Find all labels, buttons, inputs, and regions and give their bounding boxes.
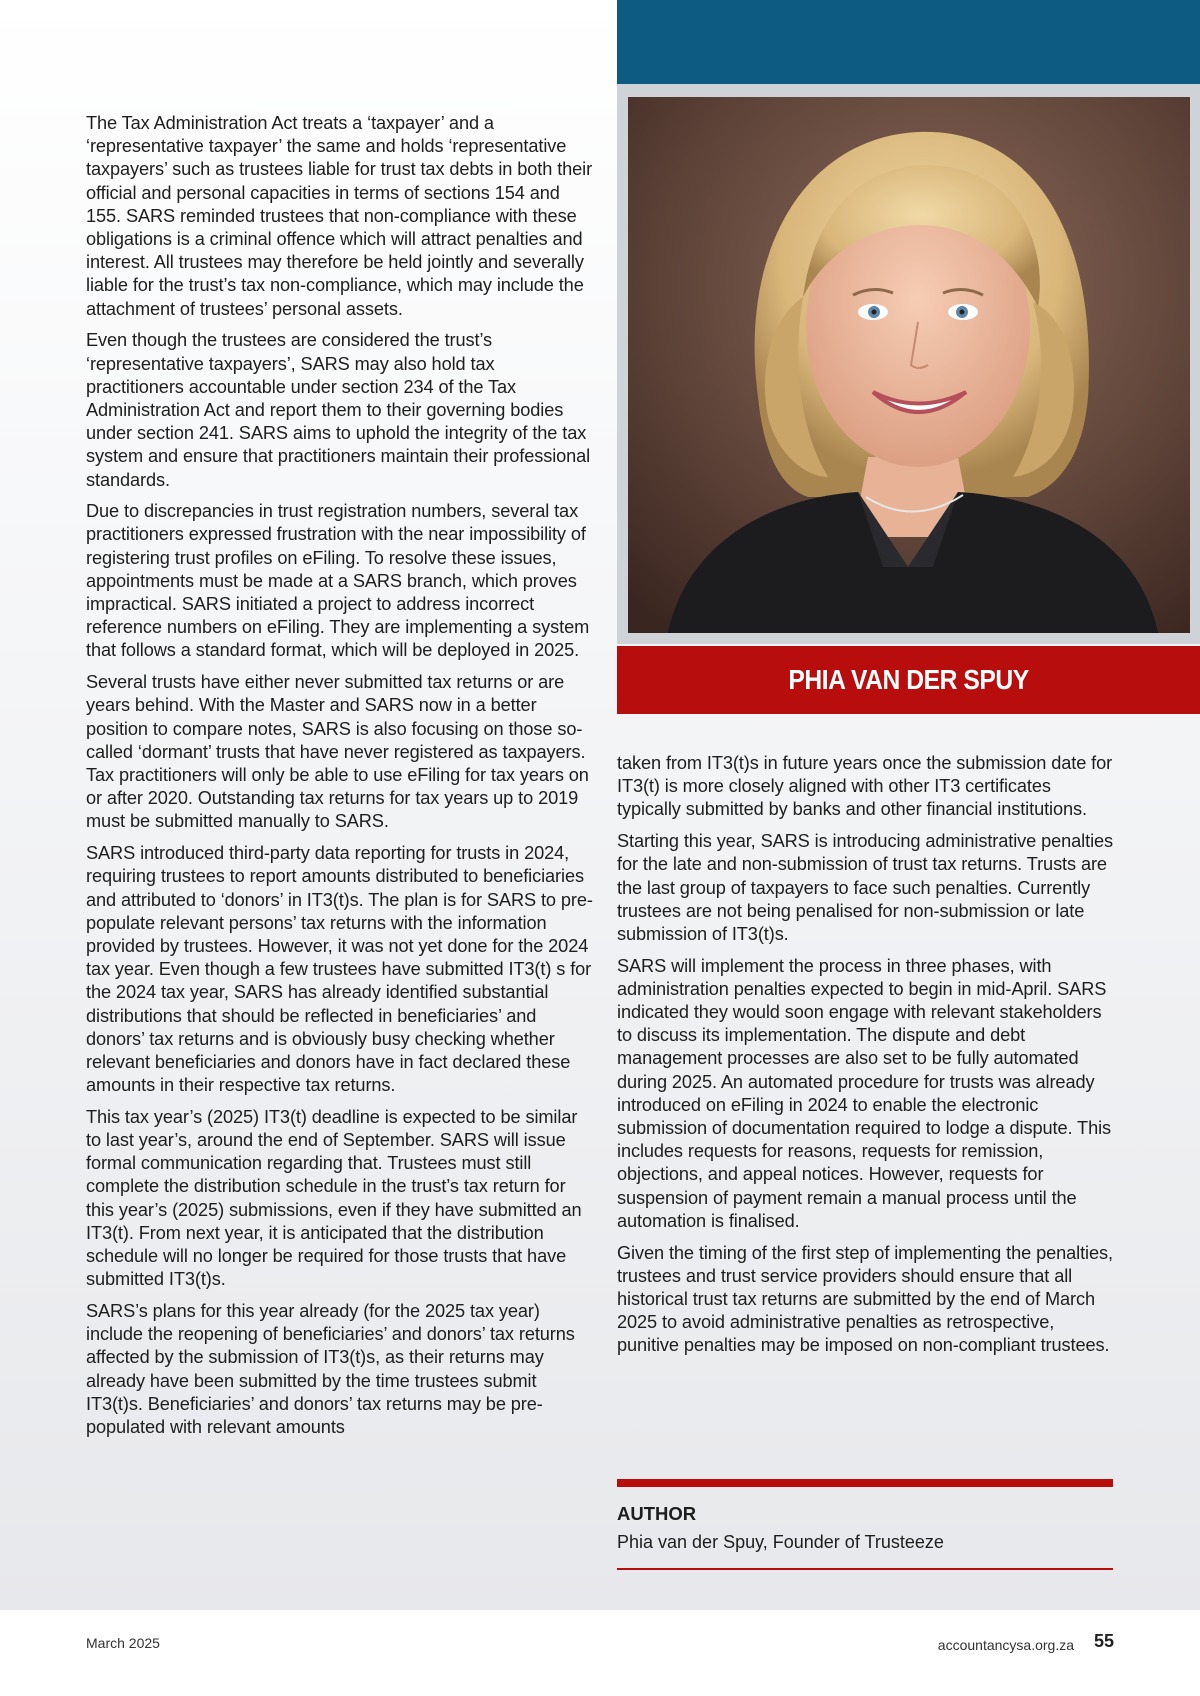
portrait-name: PHIA VAN DER SPUY <box>788 664 1029 695</box>
body-paragraph: taken from IT3(t)s in future years once the submission date for IT3(t) is more closely aligned with other IT3 certificates typically submitted by banks and other financial institutions. <box>617 753 1113 820</box>
footer-website: accountancysa.org.za <box>937 1637 1074 1653</box>
author-portrait <box>628 97 1190 633</box>
body-paragraph: SARS will implement the process in three phases, with administration penalties expected to begin in mid-April. SARS indicated they would soon engage with relevant stakeholders to discuss its implementation. The dispute and debt management processes are also set to be fully automated during 2025. An automated procedure for trusts was already introduced on eFiling in 2024 to enable the electronic submission of documentation required to lodge a dispute. This includes requests for reasons, requests for remission, objections, and appeal notices. However, requests for suspension of payment remain a manual process until the automation is finalised. <box>617 955 1112 1231</box>
right-column <box>617 752 1117 1366</box>
body-paragraph: Starting this year, SARS is introducing administrative penalties for the late and non-submission of trust tax returns. Trusts are the last group of taxpayers to face such penalties. Currently trustees are not being penalised for non-submission or late submission of IT3(t)s. <box>617 831 1114 944</box>
body-paragraph: Several trusts have either never submitted tax returns or are years behind. With the Master and SARS now in a better position to compare notes, SARS is also focusing on those so-called ‘dormant’ trusts that have never registered as taxpayers. Tax practitioners will only be able to use eFiling for tax years on or after 2020. Outstanding tax returns for tax years up to 2019 must be submitted manually to SARS. <box>86 672 589 832</box>
body-paragraph: Due to discrepancies in trust registration numbers, several tax practitioners expressed frustration with the near impossibility of registering trust profiles on eFiling. To resolve these issues, appointments must be made at a SARS branch, which proves impractical. SARS initiated a project to address incorrect reference numbers on eFiling. They are implementing a system that follows a standard format, which will be deployed in 2025. <box>86 501 590 661</box>
body-paragraph: This tax year’s (2025) IT3(t) deadline is expected to be similar to last year’s, around the end of September. SARS will issue formal communication regarding that. Trustees must still complete the distribution schedule in the trust’s tax return for this year’s (2025) submissions, even if they have submitted an IT3(t). From next year, it is anticipated that the distribution schedule will no longer be required for those trusts that have submitted IT3(t)s. <box>86 1106 582 1290</box>
header-band <box>617 0 1200 84</box>
footer-date: March 2025 <box>86 1635 160 1651</box>
left-column <box>86 112 596 1448</box>
author-divider-top <box>617 1479 1113 1487</box>
name-banner <box>617 646 1200 714</box>
footer <box>0 1610 1200 1696</box>
author-heading: AUTHOR <box>617 1503 697 1524</box>
body-paragraph: The Tax Administration Act treats a ‘taxpayer’ and a ‘representative taxpayer’ the same and holds ‘representative taxpayers’ such as trustees liable for trust tax debts in both their official and personal capacities in terms of sections 154 and 155. SARS reminded trustees that non-compliance with these obligations is a criminal offence which will attract penalties and interest. All trustees may therefore be held jointly and severally liable for the trust’s tax non-compliance, which may include the attachment of trustees’ personal assets. <box>86 113 593 319</box>
author-credit: Phia van der Spuy, Founder of Trusteeze <box>617 1532 944 1552</box>
body-paragraph: SARS’s plans for this year already (for the 2025 tax year) include the reopening of beneficiaries’ and donors’ tax returns affected by the submission of IT3(t)s, as their returns may already have been submitted by the time trustees submit IT3(t)s. Beneficiaries’ and donors’ tax returns may be pre-populated with relevant amounts <box>86 1300 575 1437</box>
body-paragraph: Given the timing of the first step of implementing the penalties, trustees and trust service providers should ensure that all historical trust tax returns are submitted by the end of March 2025 to avoid administrative penalties as retrospective, punitive penalties may be imposed on non-compliant trustees. <box>617 1242 1113 1356</box>
body-paragraph: Even though the trustees are considered the trust’s ‘representative taxpayers’, SARS may also hold tax practitioners accountable under section 234 of the Tax Administration Act and report them to their governing bodies under section 241. SARS aims to uphold the integrity of the tax system and ensure that practitioners maintain their professional standards. <box>86 330 591 490</box>
body-paragraph: SARS introduced third-party data reporting for trusts in 2024, requiring trustees to report amounts distributed to beneficiaries and attributed to ‘donors’ in IT3(t)s. The plan is for SARS to pre-populate relevant persons’ tax returns with the information provided by trustees. However, it was not yet done for the 2024 tax year. Even though a few trustees have submitted IT3(t) s for the 2024 tax year, SARS has already identified substantial distributions that should be reflected in beneficiaries’ and donors’ tax returns and is obviously busy checking whether relevant beneficiaries and donors have in fact declared these amounts in their respective tax returns. <box>86 843 593 1096</box>
author-divider-bottom <box>617 1568 1113 1570</box>
page-number: 55 <box>1093 1631 1114 1651</box>
